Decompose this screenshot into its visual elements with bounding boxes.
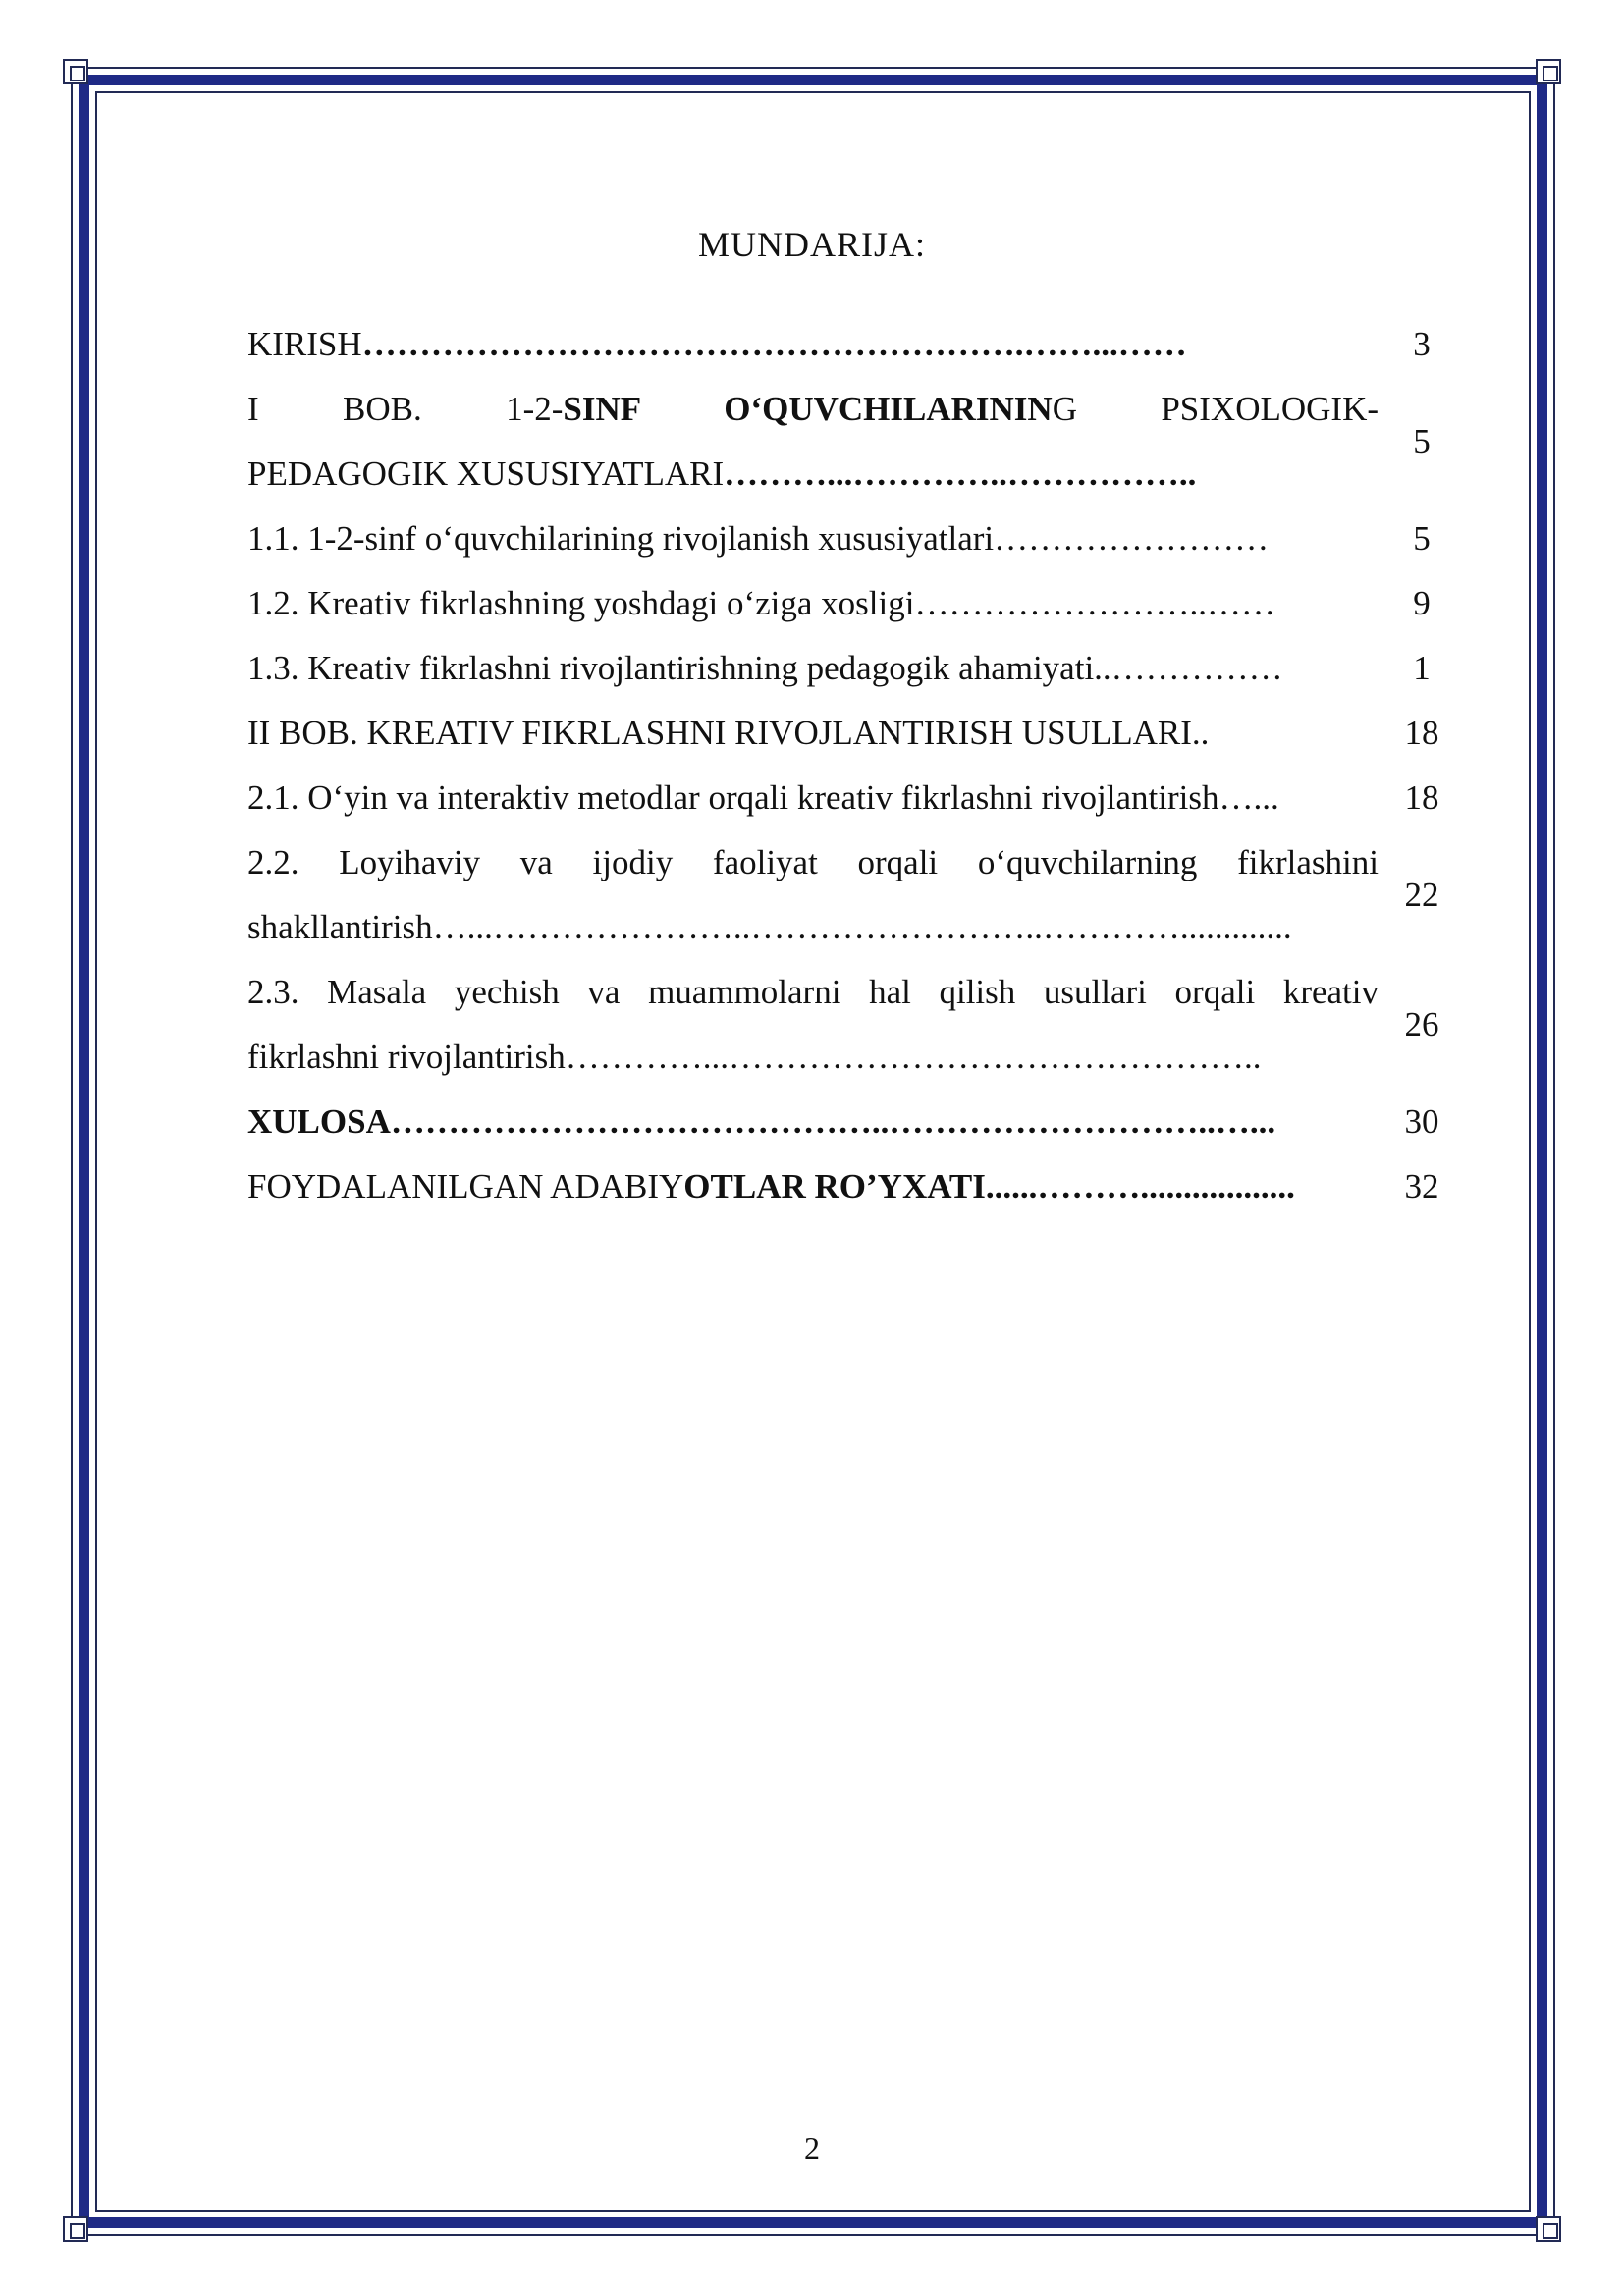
toc-entry: 1.2. Kreativ fikrlashning yoshdagi o‘ziga xosligi……………………..……: [247, 584, 1275, 622]
toc-row-xulosa: [247, 1090, 1465, 1154]
toc-row-kirish: [247, 312, 1465, 377]
table-of-contents: [247, 312, 1465, 1219]
toc-entry: 2.1. O‘yin va interaktiv metodlar orqali kreativ fikrlashni rivojlantirish…...: [247, 778, 1279, 817]
toc-page-number: 30: [1404, 1102, 1439, 1141]
toc-entry: KIRISH………………………………………………….……...……: [247, 325, 1187, 363]
frame-corner-ornament: [1536, 59, 1561, 84]
toc-page-number: 22: [1404, 876, 1439, 914]
toc-entry: II BOB. KREATIV FIKRLASHNI RIVOJLANTIRISH USULLARI..: [247, 714, 1210, 752]
toc-row-bob1: [247, 377, 1465, 507]
toc-entry: 1.3. Kreativ fikrlashni rivojlantirishning pedagogik ahamiyati..……………: [247, 649, 1283, 687]
toc-page-number: 9: [1413, 584, 1431, 622]
toc-entry: 2.2. Loyihaviy va ijodiy faoliyat orqali o‘quvchilarning fikrlashini shakllantirish…...…………………..……………………..………….............: [247, 843, 1379, 946]
frame-corner-ornament: [63, 2216, 88, 2242]
toc-page-number: 32: [1404, 1167, 1439, 1205]
toc-page-number: 5: [1413, 519, 1431, 558]
toc-page-number: 18: [1404, 778, 1439, 817]
toc-row-1-1: [247, 507, 1465, 571]
toc-page-number: 26: [1404, 1005, 1439, 1043]
toc-row-1-3: [247, 636, 1465, 701]
toc-entry: 1.1. 1-2-sinf o‘quvchilarining rivojlanish xususiyatlari……………………: [247, 519, 1270, 558]
toc-page-number: 3: [1413, 325, 1431, 363]
frame-corner-ornament: [1536, 2216, 1561, 2242]
page-title: MUNDARIJA:: [697, 225, 926, 264]
toc-row-2-3: [247, 960, 1465, 1090]
toc-entry: XULOSA……………………………………..………………………..…...: [247, 1102, 1276, 1141]
toc-row-2-2: [247, 830, 1465, 960]
toc-entry: 2.3. Masala yechish va muammolarni hal qilish usullari orqali kreativ fikrlashni rivojlantirish…………...………………………………………..: [247, 973, 1379, 1076]
toc-page-number: 18: [1404, 714, 1439, 752]
toc-entry: I BOB. 1-2-SINF O‘QUVCHILARINING PSIXOLOGIK- PEDAGOGIK XUSUSIYATLARI………...…………..……………..: [247, 390, 1379, 493]
toc-row-bob2: [247, 701, 1465, 766]
toc-page-number: 1: [1413, 649, 1431, 687]
toc-entry: FOYDALANILGAN ADABIYOTLAR RO’YXATI......………..................: [247, 1167, 1295, 1205]
toc-row-2-1: [247, 766, 1465, 830]
toc-row-1-2: [247, 571, 1465, 636]
frame-corner-ornament: [63, 59, 88, 84]
toc-row-adabiyotlar: [247, 1154, 1465, 1219]
page-number: 2: [804, 2130, 820, 2165]
toc-page-number: 5: [1413, 422, 1431, 460]
